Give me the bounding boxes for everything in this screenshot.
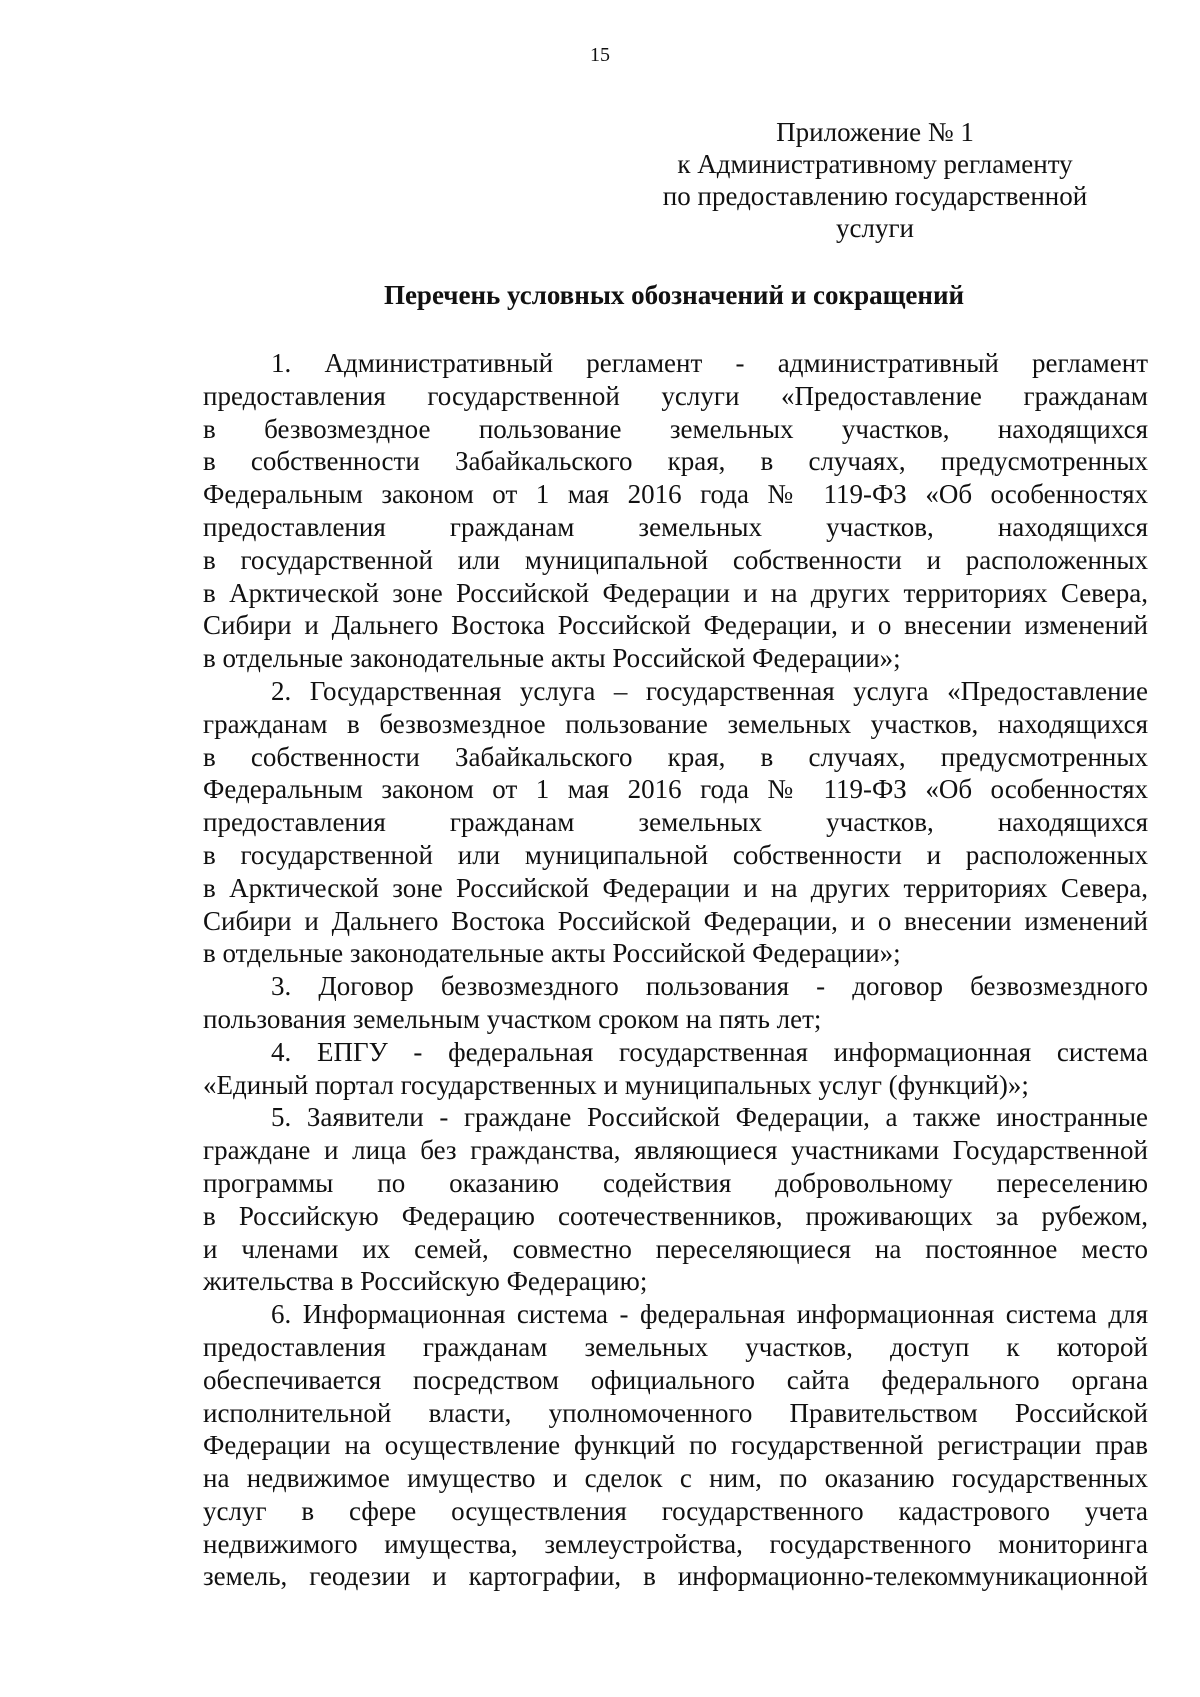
item-4-paragraph <box>203 1036 1148 1102</box>
item-1-paragraph <box>203 347 1148 675</box>
text-line: предоставления гражданам земельных участков, находящихся <box>203 807 1148 838</box>
text-line: 6. Информационная система - федеральная информационная система для <box>271 1299 1148 1330</box>
text-line: гражданам в безвозмездное пользование земельных участков, находящихся <box>203 708 1148 739</box>
text-line: в государственной или муниципальной собственности и расположенных <box>203 839 1148 870</box>
text-line: 4. ЕПГУ - федеральная государственная информационная система <box>271 1036 1148 1067</box>
item-2-paragraph <box>203 675 1148 970</box>
item-5-paragraph <box>203 1101 1148 1298</box>
text-line: «Единый портал государственных и муниципальных услуг (функций)»; <box>203 1069 1029 1100</box>
text-line: предоставления государственной услуги «Предоставление гражданам <box>203 380 1148 411</box>
text-line: в собственности Забайкальского края, в случаях, предусмотренных <box>203 446 1148 477</box>
text-line: в безвозмездное пользование земельных участков, находящихся <box>203 413 1148 444</box>
text-line: граждане и лица без гражданства, являющиеся участниками Государственной <box>203 1135 1148 1166</box>
text-line: в Арктической зоне Российской Федерации и на других территориях Севера, <box>203 872 1148 903</box>
text-line: на недвижимое имущество и сделок с ним, по оказанию государственных <box>203 1463 1148 1494</box>
text-line: в отдельные законодательные акты Российской Федерации»; <box>203 938 901 969</box>
text-line: в Арктической зоне Российской Федерации и на других территориях Севера, <box>203 577 1148 608</box>
text-line: в государственной или муниципальной собственности и расположенных <box>203 544 1148 575</box>
text-line: Сибири и Дальнего Востока Российской Федерации, и о внесении изменений <box>203 610 1148 641</box>
text-line: Сибири и Дальнего Востока Российской Федерации, и о внесении изменений <box>203 905 1148 936</box>
appendix-line: услуги <box>836 213 914 243</box>
text-line: Федерации на осуществление функций по государственной регистрации прав <box>203 1430 1148 1461</box>
text-line: обеспечивается посредством официального сайта федерального органа <box>203 1364 1148 1395</box>
appendix-line: по предоставлению государственной <box>662 181 1088 211</box>
text-line: исполнительной власти, уполномоченного Правительством Российской <box>203 1397 1148 1428</box>
text-line: в собственности Забайкальского края, в случаях, предусмотренных <box>203 741 1148 772</box>
text-line: земель, геодезии и картографии, в информационно-телекоммуникационной <box>203 1561 1148 1592</box>
text-line: в отдельные законодательные акты Российской Федерации»; <box>203 643 901 674</box>
appendix-line: к Административному регламенту <box>677 149 1073 179</box>
item-3-paragraph <box>203 970 1148 1036</box>
appendix-line: Приложение № 1 <box>776 117 974 147</box>
text-line: Федеральным законом от 1 мая 2016 года № 119-ФЗ «Об особенностях <box>203 774 1148 805</box>
item-6-paragraph <box>203 1298 1148 1593</box>
text-line: 2. Государственная услуга – государственная услуга «Предоставление <box>271 675 1148 706</box>
document-title: Перечень условных обозначений и сокращений <box>383 280 965 310</box>
text-line: 1. Административный регламент - административный регламент <box>271 348 1148 378</box>
text-line: услуг в сфере осуществления государственного кадастрового учета <box>203 1495 1148 1526</box>
text-line: в Российскую Федерацию соотечественников, проживающих за рубежом, <box>203 1200 1148 1231</box>
text-line: Федеральным законом от 1 мая 2016 года № 119-ФЗ «Об особенностях <box>203 479 1148 510</box>
document-body <box>203 347 1148 1593</box>
text-line: 3. Договор безвозмездного пользования - договор безвозмездного <box>271 971 1148 1002</box>
text-line: программы по оказанию содействия добровольному переселению <box>203 1167 1148 1198</box>
appendix-header <box>640 116 1110 244</box>
text-line: пользования земельным участком сроком на пять лет; <box>203 1003 822 1034</box>
text-line: недвижимого имущества, землеустройства, государственного мониторинга <box>203 1528 1148 1559</box>
text-line: предоставления гражданам земельных участков, находящихся <box>203 511 1148 542</box>
text-line: жительства в Российскую Федерацию; <box>203 1266 648 1297</box>
text-line: 5. Заявители - граждане Российской Федерации, а также иностранные <box>271 1102 1148 1133</box>
text-line: предоставления гражданам земельных участков, доступ к которой <box>203 1331 1148 1362</box>
page-number: 15 <box>590 44 610 66</box>
text-line: и членами их семей, совместно переселяющиеся на постоянное место <box>203 1233 1148 1264</box>
